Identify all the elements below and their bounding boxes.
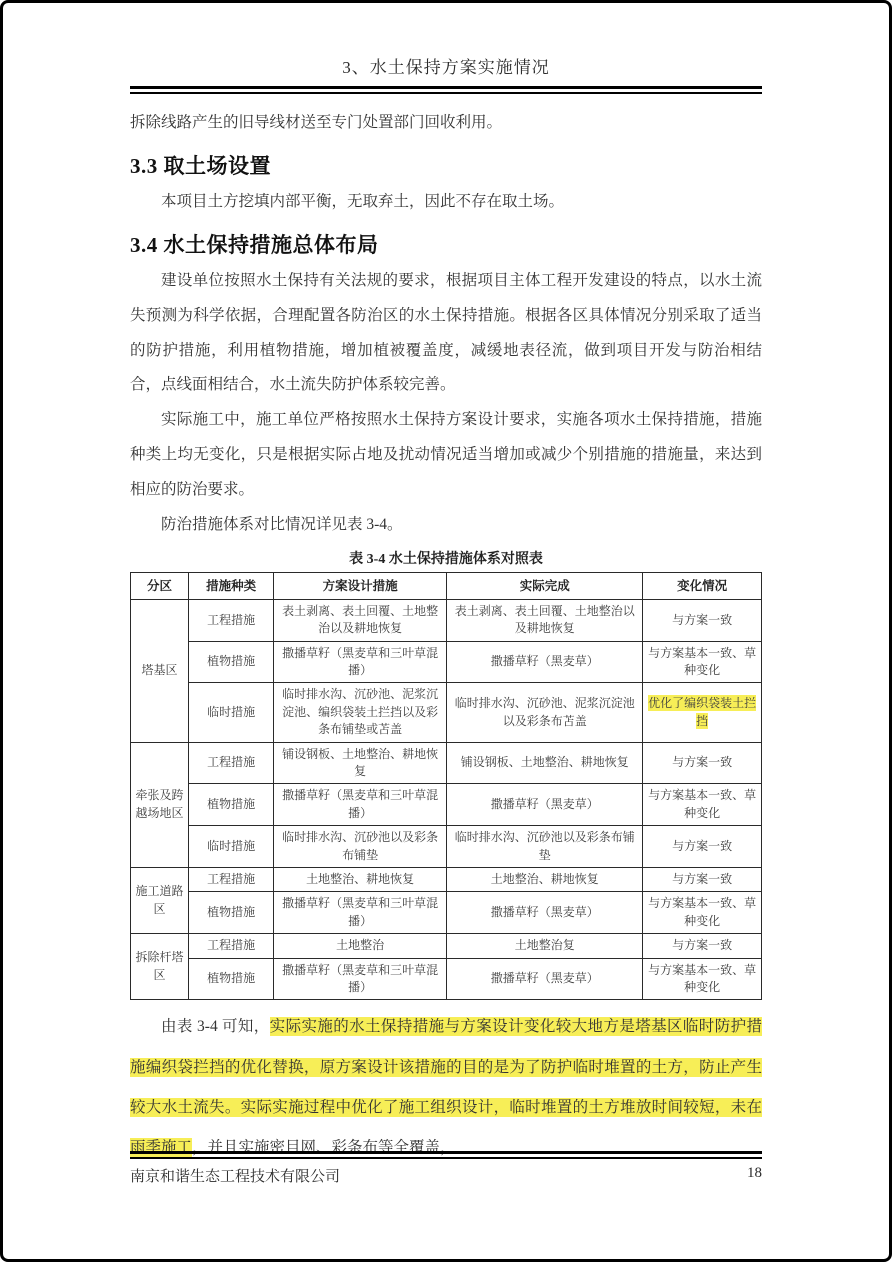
table-row [131,599,762,641]
table-caption: 表 3-4 水土保持措施体系对照表 [349,551,543,567]
change-status-cell: 与方案一致 [643,867,762,891]
measure-type-cell: 临时措施 [189,826,274,868]
measure-type-cell: 植物措施 [189,784,274,826]
designed-measure-cell: 临时排水沟、沉砂池、泥浆沉淀池、编织袋装土拦挡以及彩条布铺垫或苫盖 [274,683,447,742]
designed-measure-cell: 撒播草籽（黑麦草和三叶草混播） [274,892,447,934]
measure-type-cell: 工程措施 [189,742,274,784]
footer-row [130,1165,762,1186]
actual-measure-cell: 撒播草籽（黑麦草） [447,784,643,826]
actual-measure-cell: 撒播草籽（黑麦草） [447,641,643,683]
actual-measure-cell: 表土剥离、表土回覆、土地整治以及耕地恢复 [447,599,643,641]
measure-type-cell: 植物措施 [189,641,274,683]
actual-measure-cell: 临时排水沟、沉砂池、泥浆沉淀池以及彩条布苫盖 [447,683,643,742]
actual-measure-cell: 撒播草籽（黑麦草） [447,958,643,1000]
table-row [131,742,762,784]
table-row [131,958,762,1000]
zone-cell-tower-base: 塔基区 [131,599,189,742]
change-status-cell: 与方案一致 [643,599,762,641]
heading-section-3-4: 3.4 水土保持措施总体布局 [130,232,379,257]
change-status-cell: 与方案基本一致、草种变化 [643,892,762,934]
highlighted-change-text: 优化了编织袋装土拦挡 [648,696,757,728]
measure-type-cell: 植物措施 [189,958,274,1000]
table-row [131,867,762,891]
table-header-row [131,572,762,599]
col-header-designed-measures: 方案设计措施 [274,572,447,599]
actual-measure-cell: 土地整治、耕地恢复 [447,867,643,891]
page-content [3,3,889,1168]
measure-type-cell: 临时措施 [189,683,274,742]
paragraph-section-3-4-3: 防治措施体系对比情况详见表 3-4。 [161,515,403,533]
measure-type-cell: 工程措施 [189,934,274,958]
paragraph-intro: 拆除线路产生的旧导线材送至专门处置部门回收利用。 [130,114,503,131]
col-header-zone: 分区 [131,572,189,599]
zone-cell-stringing-crossing: 牵张及跨越场地区 [131,742,189,867]
change-status-cell-highlighted [643,683,762,742]
zone-cell-construction-road: 施工道路区 [131,867,189,933]
designed-measure-cell: 土地整治 [274,934,447,958]
closing-plain-start: 由表 3-4 可知， [161,1018,270,1036]
table-row [131,683,762,742]
closing-plain-end: ，并且实施密目网、彩条布等全覆盖， [192,1139,456,1157]
change-status-cell: 与方案基本一致、草种变化 [643,641,762,683]
col-header-actually-completed: 实际完成 [447,572,643,599]
actual-measure-cell: 临时排水沟、沉砂池以及彩条布铺垫 [447,826,643,868]
designed-measure-cell: 表土剥离、表土回覆、土地整治以及耕地恢复 [274,599,447,641]
designed-measure-cell: 撒播草籽（黑麦草和三叶草混播） [274,784,447,826]
col-header-measure-type: 措施种类 [189,572,274,599]
page-footer [130,1151,762,1186]
footer-rule [130,1151,762,1159]
designed-measure-cell: 撒播草籽（黑麦草和三叶草混播） [274,641,447,683]
change-status-cell: 与方案基本一致、草种变化 [643,958,762,1000]
paragraph-closing [130,1007,762,1168]
measure-type-cell: 工程措施 [189,599,274,641]
closing-highlighted-text: 实际实施的水土保持措施与方案设计变化较大地方是塔基区临时防护措施编织袋拦挡的优化替换，原方案设计该措施的目的是为了防护临时堆置的土方，防止产生较大水土流失。实际实施过程中优化了施工组织设计，临时堆置的土方堆放时间较短，未在雨季施工 [130,1018,762,1157]
table-row [131,892,762,934]
footer-page-number: 18 [747,1165,762,1181]
actual-measure-cell: 撒播草籽（黑麦草） [447,892,643,934]
actual-measure-cell: 土地整治复 [447,934,643,958]
measures-comparison-table [130,572,762,1001]
paragraph-section-3-4-1: 建设单位按照水土保持有关法规的要求，根据项目主体工程开发建设的特点，以水土流失预测为科学依据，合理配置各防治区的水土保持措施。根据各区具体情况分别采取了适当的防护措施，利用植物措施，增加植被覆盖度，减缓地表径流，做到项目开发与防治相结合，点线面相结合，水土流失防护体系较完善。 [130,271,762,394]
paragraph-section-3-4-2: 实际施工中，施工单位严格按照水土保持方案设计要求，实施各项水土保持措施，措施种类上均无变化，只是根据实际占地及扰动情况适当增加或减少个别措施的措施量，来达到相应的防治要求。 [130,411,762,498]
designed-measure-cell: 土地整治、耕地恢复 [274,867,447,891]
designed-measure-cell: 铺设钢板、土地整治、耕地恢复 [274,742,447,784]
zone-cell-tower-removal: 拆除杆塔区 [131,934,189,1000]
measure-type-cell: 工程措施 [189,867,274,891]
change-status-cell: 与方案基本一致、草种变化 [643,784,762,826]
change-status-cell: 与方案一致 [643,934,762,958]
designed-measure-cell: 临时排水沟、沉砂池以及彩条布铺垫 [274,826,447,868]
change-status-cell: 与方案一致 [643,826,762,868]
change-status-cell: 与方案一致 [643,742,762,784]
measure-type-cell: 植物措施 [189,892,274,934]
col-header-change-status: 变化情况 [643,572,762,599]
page-header-title: 3、水土保持方案实施情况 [342,58,550,77]
actual-measure-cell: 铺设钢板、土地整治、耕地恢复 [447,742,643,784]
table-row [131,826,762,868]
footer-company-name: 南京和谐生态工程技术有限公司 [130,1169,341,1185]
heading-section-3-3: 3.3 取土场设置 [130,153,271,178]
designed-measure-cell: 撒播草籽（黑麦草和三叶草混播） [274,958,447,1000]
table-row [131,784,762,826]
header-rule [130,86,762,94]
paragraph-section-3-3: 本项目土方挖填内部平衡，无取弃土，因此不存在取土场。 [161,192,565,210]
table-row [131,934,762,958]
table-row [131,641,762,683]
